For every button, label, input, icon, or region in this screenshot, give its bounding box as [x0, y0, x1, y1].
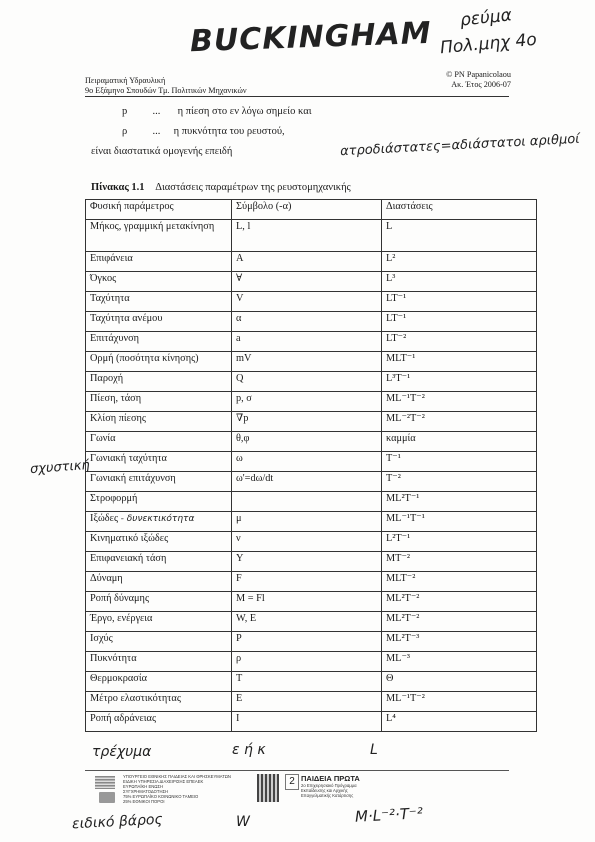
caption-text: Διαστάσεις παραμέτρων της ρευστομηχανικής — [155, 182, 351, 193]
cell-dimensions: LT⁻¹ — [382, 312, 537, 332]
cell-parameter: Επιφάνεια — [86, 252, 232, 272]
ministry-line-4: ΣΥΓΧΡΗΜΑΤΟΔΟΤΗΣΗ — [123, 789, 169, 794]
cell-symbol: p, σ — [232, 392, 382, 412]
ministry-line-6: 25% ΕΘΝΙΚΟΙ ΠΟΡΟΙ — [123, 799, 165, 804]
cell-symbol: E — [232, 692, 382, 712]
cell-symbol: W, E — [232, 612, 382, 632]
cell-dimensions: MLT⁻¹ — [382, 352, 537, 372]
cell-symbol: Q — [232, 372, 382, 392]
cell-parameter: Παροχή — [86, 372, 232, 392]
cell-symbol: I — [232, 712, 382, 732]
handwritten-bottom-left: ειδικό βάρος — [71, 811, 164, 833]
paideia-title: ΠΑΙΔΕΙΑ ΠΡΩΤΑ — [301, 774, 360, 783]
cell-parameter: Όγκος — [86, 272, 232, 292]
greek-flag-icon — [95, 776, 115, 789]
table-row — [86, 652, 537, 672]
cell-parameter: Μέτρο ελαστικότητας — [86, 692, 232, 712]
cell-parameter: Επιφανειακή τάση — [86, 552, 232, 572]
handwritten-extra-row-dim: L — [370, 742, 378, 758]
cell-symbol: ω'=dω/dt — [232, 472, 382, 492]
cell-parameter: Ισχύς — [86, 632, 232, 652]
cell-symbol: θ,φ — [232, 432, 382, 452]
cell-dimensions: LT⁻² — [382, 332, 537, 352]
program-number: 2 — [285, 774, 299, 790]
cell-parameter: Ταχύτητα ανέμου — [86, 312, 232, 332]
cell-dimensions: L⁴ — [382, 712, 537, 732]
paideia-line-3: Επαγγελματικής Κατάρτισης — [301, 793, 354, 798]
cell-dimensions: T⁻² — [382, 472, 537, 492]
header-dimensions: Διαστάσεις — [382, 200, 537, 220]
table-row — [86, 412, 537, 432]
cell-symbol: μ — [232, 512, 382, 532]
table-header-row — [86, 200, 537, 220]
cell-symbol: P — [232, 632, 382, 652]
course-name: Πειραματική Υδραυλική — [85, 76, 166, 85]
handwritten-bottom-right: M·L⁻²·T⁻² — [354, 804, 424, 826]
header-rule — [85, 96, 509, 97]
header-parameter: Φυσική παράμετρος — [86, 200, 232, 220]
cell-symbol: ∇p — [232, 412, 382, 432]
cell-dimensions: καμμία — [382, 432, 537, 452]
cell-parameter: Ροπή δύναμης — [86, 592, 232, 612]
cell-symbol: ∀ — [232, 272, 382, 292]
cell-symbol: ν — [232, 532, 382, 552]
table-row — [86, 672, 537, 692]
table-row — [86, 532, 537, 552]
footer-funding-band — [95, 774, 505, 808]
cell-dimensions: L — [382, 220, 537, 252]
cell-parameter: Ταχύτητα — [86, 292, 232, 312]
handwritten-title: BUCKINGHAM — [189, 15, 433, 60]
handwritten-margin-note: σχυστική — [29, 457, 91, 478]
dimensions-table — [85, 199, 537, 732]
cell-parameter: Ορμή (ποσότητα κίνησης) — [86, 352, 232, 372]
table-body — [86, 220, 537, 732]
cell-symbol: ρ — [232, 652, 382, 672]
symbol-p: p — [122, 106, 128, 117]
paideia-line-1: 2ο Επιχειρησιακό Πρόγραμμα — [301, 783, 357, 788]
cell-dimensions: MLT⁻² — [382, 572, 537, 592]
cell-dimensions: ML²T⁻¹ — [382, 492, 537, 512]
cell-dimensions: ML⁻¹T⁻¹ — [382, 512, 537, 532]
cell-symbol: ω — [232, 452, 382, 472]
cell-parameter: Πίεση, τάση — [86, 392, 232, 412]
cell-dimensions: MT⁻² — [382, 552, 537, 572]
table-row — [86, 572, 537, 592]
symbol-rho: ρ — [122, 126, 128, 137]
handwritten-extra-row-name: τρέχυμα — [92, 744, 152, 760]
cell-symbol: α — [232, 312, 382, 332]
cell-parameter: Στροφορμή — [86, 492, 232, 512]
table-caption — [91, 182, 351, 193]
qr-logo-icon — [257, 774, 279, 802]
ministry-line-5: 75% ΕΥΡΩΠΑΪΚΟ ΚΟΙΝΩΝΙΚΟ ΤΑΜΕΙΟ — [123, 794, 199, 799]
cell-parameter: Κινηματικό ιξώδες — [86, 532, 232, 552]
eu-flag-icon — [99, 792, 115, 803]
cell-symbol: T — [232, 672, 382, 692]
table-row — [86, 252, 537, 272]
cell-symbol: M = Fl — [232, 592, 382, 612]
cell-symbol — [232, 492, 382, 512]
table-row — [86, 692, 537, 712]
handwritten-intro-note: ατροδιάστατες=αδιάστατοι αριθμοί — [339, 131, 581, 160]
academic-year: Ακ. Έτος 2006-07 — [451, 80, 511, 89]
ministry-line-3: ΕΥΡΩΠΑΪΚΗ ΕΝΩΣΗ — [123, 784, 164, 789]
cell-dimensions: L³ — [382, 272, 537, 292]
header-left — [85, 76, 247, 96]
handwritten-note-top-right-1: ρεύμα — [459, 5, 513, 31]
cell-dimensions: L²T⁻¹ — [382, 532, 537, 552]
table-row — [86, 352, 537, 372]
table-row — [86, 632, 537, 652]
handwritten-bottom-mid: W — [236, 814, 250, 830]
paideia-line-2: Εκπαίδευσης και Αρχικής — [301, 788, 348, 793]
cell-parameter — [86, 512, 232, 532]
handwritten-note-top-right-2: Πολ.μηχ 4ο — [439, 29, 538, 59]
cell-parameter: Ροπή αδράνειας — [86, 712, 232, 732]
dots: ... — [152, 106, 161, 117]
cell-symbol: A — [232, 252, 382, 272]
cell-dimensions: ML⁻²T⁻² — [382, 412, 537, 432]
cell-parameter: Πυκνότητα — [86, 652, 232, 672]
author: © PN Papanicolaou — [446, 70, 511, 79]
table-row — [86, 492, 537, 512]
cell-symbol: a — [232, 332, 382, 352]
intro-line-2 — [122, 126, 285, 137]
cell-parameter: Δύναμη — [86, 572, 232, 592]
cell-symbol: F — [232, 572, 382, 592]
dots: ... — [152, 126, 161, 137]
table-row — [86, 220, 537, 252]
cell-parameter: Θερμοκρασία — [86, 672, 232, 692]
table-row — [86, 472, 537, 492]
cell-dimensions: LT⁻¹ — [382, 292, 537, 312]
cell-symbol: mV — [232, 352, 382, 372]
cell-dimensions: ML⁻¹T⁻² — [382, 392, 537, 412]
table-row — [86, 512, 537, 532]
table-row — [86, 432, 537, 452]
cell-parameter: Γωνιακή επιτάχυνση — [86, 472, 232, 492]
ministry-line-1: ΥΠΟΥΡΓΕΙΟ ΕΘΝΙΚΗΣ ΠΑΙΔΕΙΑΣ ΚΑΙ ΘΡΗΣΚΕΥΜΑΤΩΝ — [123, 774, 231, 779]
handwritten-extra-row-symbol: ε ή κ — [232, 742, 266, 758]
table-row — [86, 332, 537, 352]
table-row — [86, 552, 537, 572]
cell-parameter: Μήκος, γραμμική μετακίνηση — [86, 220, 232, 252]
ministry-text — [123, 774, 231, 804]
cell-dimensions: ML²T⁻³ — [382, 632, 537, 652]
cell-parameter: Κλίση πίεσης — [86, 412, 232, 432]
cell-symbol: L, l — [232, 220, 382, 252]
table-row — [86, 612, 537, 632]
cell-symbol: V — [232, 292, 382, 312]
caption-label: Πίνακας 1.1 — [91, 182, 145, 193]
cell-parameter: Επιτάχυνση — [86, 332, 232, 352]
header-right — [446, 70, 511, 90]
intro-text: η πίεση στο εν λόγω σημείο και — [177, 106, 312, 117]
table-row — [86, 312, 537, 332]
cell-dimensions: Θ — [382, 672, 537, 692]
cell-dimensions: ML⁻¹T⁻² — [382, 692, 537, 712]
table-row — [86, 292, 537, 312]
cell-dimensions: ML⁻³ — [382, 652, 537, 672]
table-row — [86, 372, 537, 392]
cell-parameter: Έργο, ενέργεια — [86, 612, 232, 632]
footer-rule — [85, 770, 509, 771]
ministry-line-2: ΕΙΔΙΚΗ ΥΠΗΡΕΣΙΑ ΔΙΑΧΕΙΡΙΣΗΣ ΕΠΕΑΕΚ — [123, 779, 204, 784]
cell-parameter-text: Ιξώδες — [90, 513, 119, 524]
semester-dept: 9ο Εξάμηνο Σπουδών Τμ. Πολιτικών Μηχανικών — [85, 86, 247, 95]
cell-dimensions: ML²T⁻² — [382, 592, 537, 612]
table-row — [86, 272, 537, 292]
table-row — [86, 712, 537, 732]
table-row — [86, 592, 537, 612]
cell-dimensions: T⁻¹ — [382, 452, 537, 472]
table-row — [86, 452, 537, 472]
table-row — [86, 392, 537, 412]
handwritten-row-note: - δυνεκτικότητα — [120, 514, 195, 524]
cell-parameter: Γωνιακή ταχύτητα — [86, 452, 232, 472]
intro-line-1 — [122, 106, 312, 117]
paideia-block — [301, 774, 360, 798]
intro-line-3: είναι διαστατικά ομογενής επειδή — [91, 146, 233, 157]
cell-symbol: Y — [232, 552, 382, 572]
cell-dimensions: ML²T⁻² — [382, 612, 537, 632]
header-symbol: Σύμβολο (-α) — [232, 200, 382, 220]
cell-dimensions: L² — [382, 252, 537, 272]
cell-parameter: Γωνία — [86, 432, 232, 452]
intro-text: η πυκνότητα του ρευστού, — [173, 126, 285, 137]
cell-dimensions: L³T⁻¹ — [382, 372, 537, 392]
